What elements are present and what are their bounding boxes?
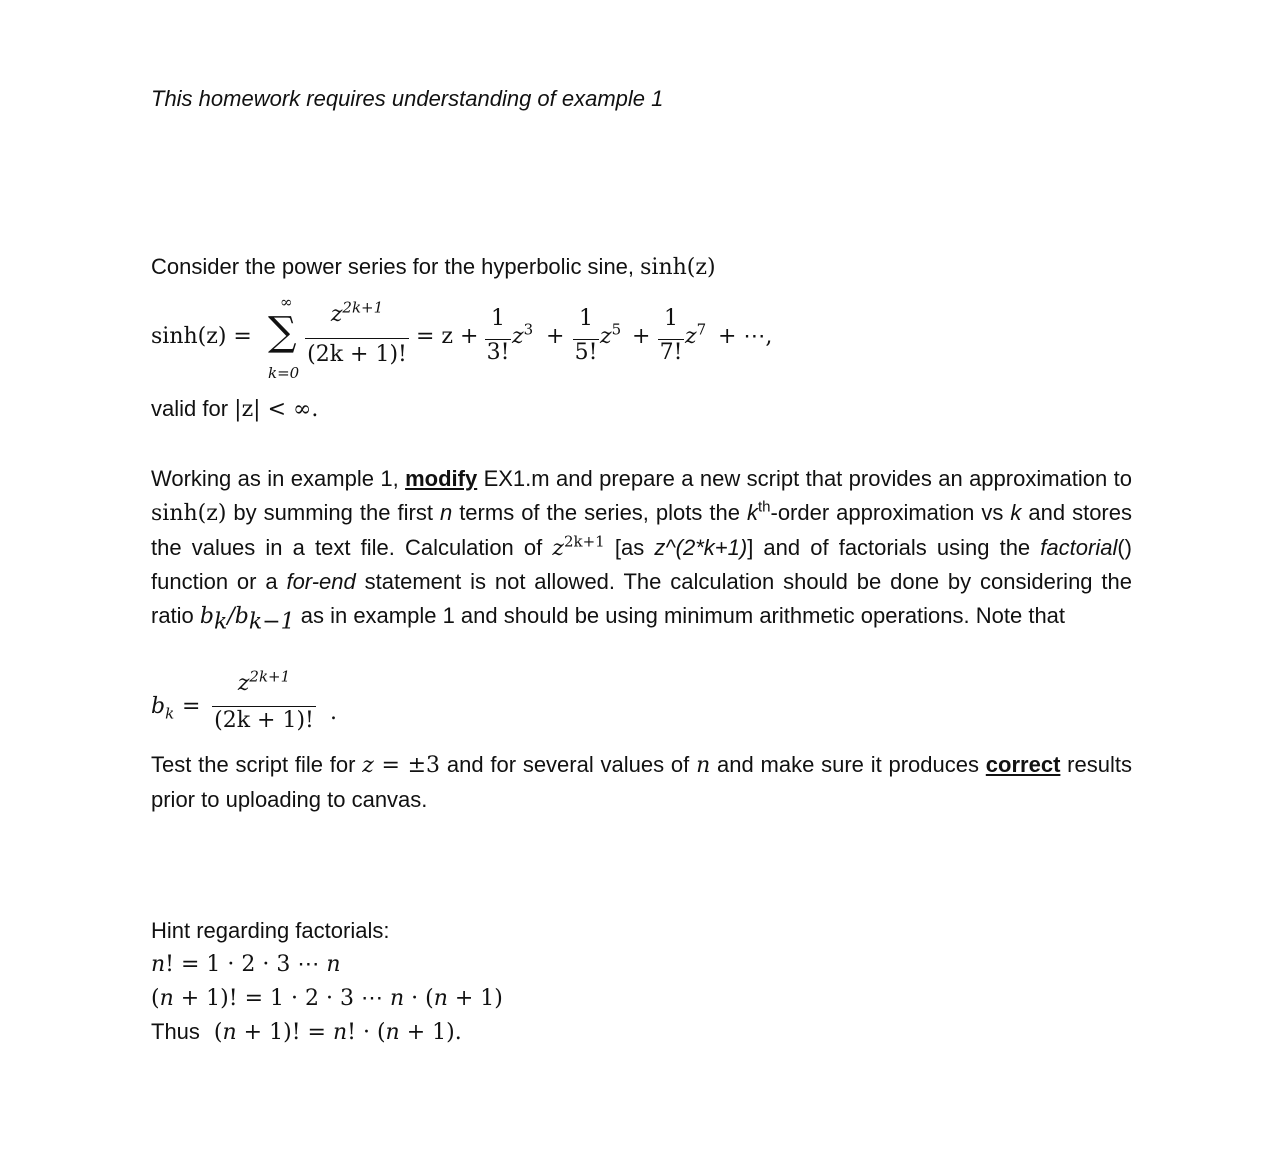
consider-line [151,254,716,280]
test-paragraph: Test the script file for z = ±3 and for several values of n and make sure it produces correct results prior to uploading to canvas. [151,752,1132,812]
correct-emphasis: correct [985,752,1061,777]
consider-func: sinh(z) [640,255,716,280]
t3-den: 7! [659,340,683,365]
t3-exp: 7 [696,320,707,339]
term-num-base: z [330,302,343,327]
hint-thus: Thus [151,1019,200,1044]
bk-eq: = [182,694,201,719]
modify-emphasis: modify [405,466,478,491]
eq-z-plus: = z + [416,324,479,349]
valid-line [151,396,318,422]
sum-sign: ∑ [268,309,297,355]
t1-z: $z^3$ [512,320,534,349]
bk-lhs: $b_k$ [151,694,175,723]
t1-exp: 3 [523,320,534,339]
plus-1: + [546,324,565,349]
hint-title: Hint regarding factorials: [151,918,390,943]
hint-line2: (n + 1)! = 1 · 2 · 3 ⋯ n · (n + 1) [151,986,503,1011]
instructions-paragraph: Working as in example 1, modify EX1.m and prepare a new script that provides an approximation to sinh(z) by summing the first n terms of the series, plots the $k^{th}$-order approximation vs k and stores the values in a text file. Calculation of $z^{2k+1}$ [as z^(2*k+1)] and of factorials using the factorial() function or a for-end statement is not allowed. The calculation should be done by considering the ratio $b_k/b_{k-1}$ as in example 1 and should be using minimum arithmetic operations. Note that [151,466,1132,635]
bk-numerator: $z^{2k+1}$ [237,667,291,696]
t1-num: 1 [491,306,505,331]
term-denominator: (2k + 1)! [307,342,407,367]
bk-fraction-bar [212,706,316,707]
t2-num: 1 [579,306,593,331]
plus-2: + [632,324,651,349]
t1-den: 3! [486,340,510,365]
term-numerator [305,298,409,327]
t2-den: 5! [574,340,598,365]
t3-z: $z^7$ [685,320,707,349]
series-lhs: sinh(z) = [151,324,252,349]
bk-denominator: (2k + 1)! [214,708,314,733]
valid-text: valid for [151,396,235,421]
term-fraction-bar [305,338,409,339]
t3-num: 1 [664,306,678,331]
term-num-exp: 2k+1 [342,298,384,317]
sum-lower: k=0 [268,364,300,382]
intro-text: This homework requires understanding of example 1 [151,86,664,111]
t2-exp: 5 [611,320,622,339]
consider-text: Consider the power series for the hyperbolic sine, [151,254,641,279]
bk-dot: . [330,700,337,725]
series-tail: + ⋯, [718,324,773,349]
hint-line1: n! = 1 · 2 · 3 ⋯ n [151,952,341,977]
ratio-expression: $b_k/b_{k-1}$ [199,604,295,635]
valid-cond: |z| < ∞. [234,397,319,422]
sum-upper: ∞ [280,293,293,311]
hint-line3: Thus (n + 1)! = n! · (n + 1). [151,1019,462,1045]
t2-z: $z^5$ [600,320,622,349]
